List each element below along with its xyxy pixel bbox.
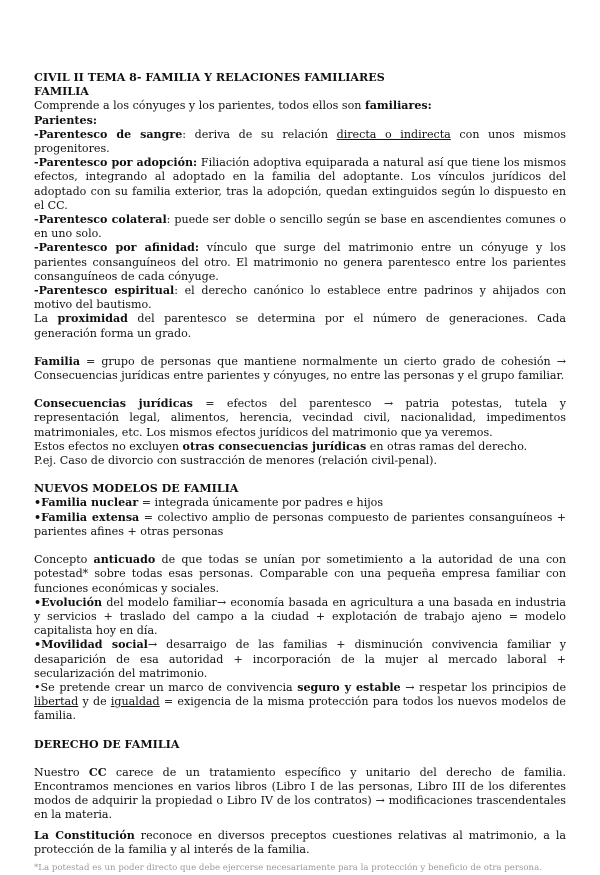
parentesco-afinidad: -Parentesco por afinidad: vínculo que surge del matrimonio entre un cónyuge y los parientes consanguíneos del otro. El matrimonio no genera parentesco entre los parientes consanguíneos de cada cónyuge. [34,241,566,283]
consecuencias-paragraph: Consecuencias jurídicas = efectos del parentesco → patria potestas, tutela y representación legal, alimentos, herencia, vecindad civil, nacionalidad, impedimentos matrimoniales, etc. Los mismos efectos jurídicos del matrimonio que ya veremos. [34,397,566,439]
evolucion-paragraph: •Evolución del modelo familiar→ economía basada en agricultura a una basada en industria y servicios + traslado del campo a la ciudad + explotación de trabajo ajeno = modelo capitalista hoy en día. [34,595,566,638]
section-heading-derecho-familia: DERECHO DE FAMILIA [34,737,180,751]
familia-extensa: •Familia extensa = colectivo amplio de personas compuesto de parientes consanguíneos + parientes afines + otras personas [34,510,567,538]
otras-consecuencias: Estos efectos no excluyen otras consecuencias jurídicas en otras ramas del derecho. [34,439,528,453]
proximidad-paragraph: La proximidad del parentesco se determina por el número de generaciones. Cada generación forma un grado. [34,312,566,340]
parientes-heading: Parientes: [34,113,97,127]
concepto-paragraph: Concepto anticuado de que todas se unían por sometimiento a la autoridad de una con potestad* sobre todas esas personas. Comparable con una pequeña empresa familiar con funciones económicas y sociales. [34,553,566,595]
parentesco-colateral: -Parentesco colateral: puede ser doble o sencillo según se base en ascendientes comunes o en uno solo. [34,213,566,241]
intro-paragraph: Comprende a los cónyuges y los parientes, todos ellos son familiares: [34,99,432,113]
familia-nuclear: •Familia nuclear = integrada únicamente por padres e hijos [34,496,384,510]
constitucion-paragraph: La Constitución reconoce en diversos preceptos cuestiones relativas al matrimonio, a la protección de la familia y al interés de la familia. [34,828,566,856]
parentesco-sangre: -Parentesco de sangre: deriva de su relación directa o indirecta con unos mismos progenitores. [34,127,567,156]
document-title: CIVIL II TEMA 8- FAMILIA Y RELACIONES FAMILIARES [34,71,385,84]
footnote: *La potestad es un poder directo que debe ejercerse necesariamente para la protección y beneficio de otra persona. [34,862,542,873]
section-heading-nuevos-modelos: NUEVOS MODELOS DE FAMILIA [34,482,239,496]
parentesco-adopcion: -Parentesco por adopción: Filiación adoptiva equiparada a natural así que tiene los mismos efectos, integrando al adoptado en la familia del adoptante. Los vínculos jurídicos del adoptado con su familia exterior, tras la adopción, quedan extinguidos según lo dispuesto en el CC. [34,156,567,212]
section-heading-familia: FAMILIA [34,85,89,99]
parentesco-espiritual: -Parentesco espiritual: el derecho canónico lo establece entre padrinos y ahijados con motivo del bautismo. [34,284,566,312]
familia-definition: Familia = grupo de personas que mantiene normalmente un cierto grado de cohesión → Consecuencias jurídicas entre parientes y cónyuges, no entre las personas y el grupo familiar. [34,354,566,383]
cc-paragraph: Nuestro CC carece de un tratamiento específico y unitario del derecho de familia. Encontramos menciones en varios libros (Libro I de las personas, Libro III de los diferentes modos de adquirir la propiedad o Libro IV de los contratos) → modificaciones trascendentales en la materia. [34,765,567,822]
movilidad-paragraph: •Movilidad social→ desarraigo de las familias + disminución convivencia familiar y desaparición de esa autoridad + incorporación de la mujer al mercado laboral + secularización del matrimonio. [34,638,566,680]
ejemplo-paragraph: P.ej. Caso de divorcio con sustracción de menores (relación civil-penal). [34,454,438,468]
convivencia-paragraph: •Se pretende crear un marco de convivencia seguro y estable → respetar los principios de libertad y de igualdad = exigencia de la misma protección para todos los nuevos modelos de familia. [34,680,567,723]
